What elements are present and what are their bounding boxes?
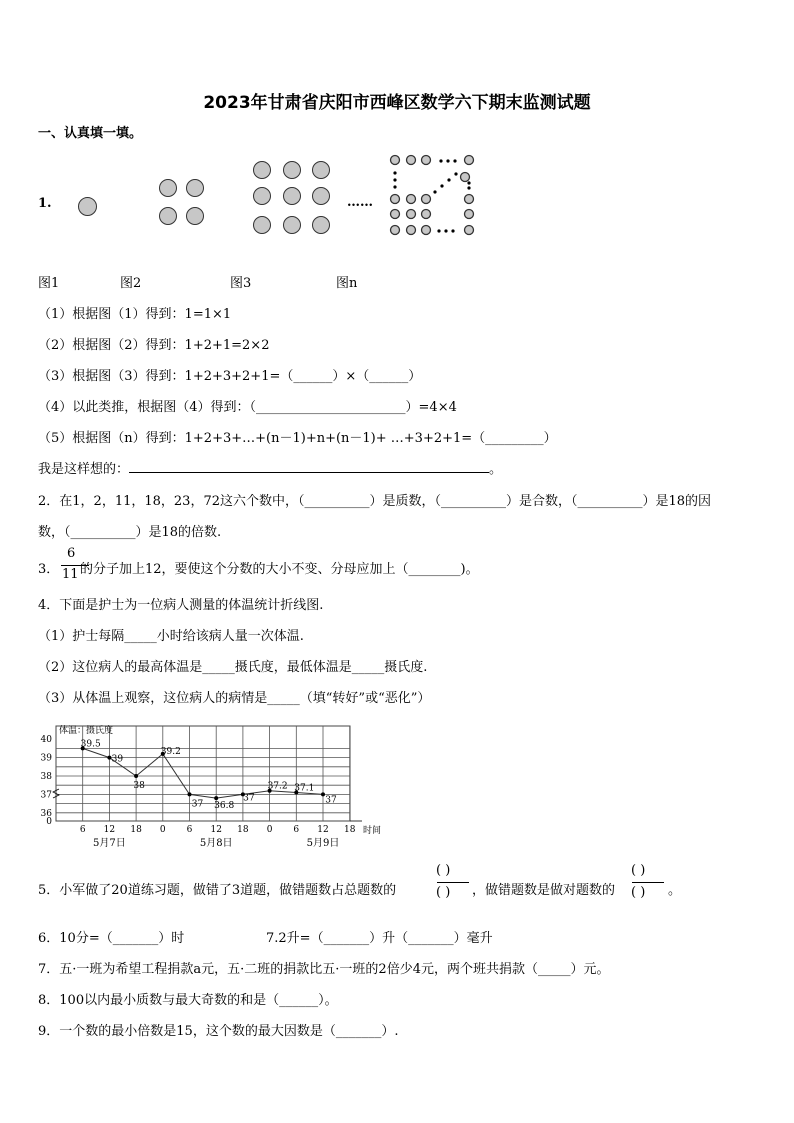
page-title: 2023年甘肃省庆阳市西峰区数学六下期末监测试题 — [203, 93, 591, 113]
q3-denominator: 11 — [62, 567, 79, 582]
q5-fraction-1-bottom[interactable]: ( ) — [436, 885, 451, 900]
q9-text: 9．一个数的最小倍数是15，这个数的最大因数是（_______）. — [38, 1024, 399, 1039]
x-tick-label: 6 — [293, 825, 300, 835]
data-point — [134, 774, 138, 778]
data-label: 37 — [191, 799, 204, 810]
q8-text: 8．100以内最小质数与最大奇数的和是（______）。 — [38, 993, 338, 1008]
q7-text: 7．五·一班为希望工程捐款a元，五·二班的捐款比五·一班的2倍少4元，两个班共捐款（_____）元。 — [38, 962, 610, 977]
data-label: 36.8 — [214, 801, 235, 812]
day-label: 5月7日 — [93, 838, 126, 849]
x-tick-label: 18 — [343, 825, 356, 835]
x-tick-label: 18 — [237, 825, 249, 835]
data-point — [188, 792, 192, 796]
q6-part-a: 6．10分=（_______）时 — [38, 931, 185, 946]
temperature-line-chart — [38, 718, 388, 853]
q4-line-3: （3）从体温上观察，这位病人的病情是_____（填“转好”或“恶化”） — [38, 691, 431, 706]
q5-text-a: 5．小军做了20道练习题，做错了3道题，做错题数占总题数的 — [38, 883, 397, 898]
y-tick-label: 0 — [46, 817, 52, 827]
day-label: 5月8日 — [199, 838, 233, 849]
x-axis-label: 时间 — [362, 826, 382, 836]
y-tick-label: 40 — [40, 735, 52, 746]
q1-line-2: （2）根据图（2）得到：1+2+1=2×2 — [38, 338, 270, 353]
q5-text-b: ，做错题数是做对题数的 — [472, 883, 616, 898]
q2-line-1: 2．在1，2，11，18，23，72这六个数中，（__________）是质数，（__________）是合数，（__________）是18的因 — [38, 494, 712, 509]
x-tick-label: 0 — [159, 825, 166, 835]
q1-think-blank[interactable] — [129, 460, 489, 473]
fig-label-n: 图n — [336, 276, 358, 291]
section-heading: 一、认真填一填。 — [38, 126, 143, 141]
x-tick-label: 12 — [210, 825, 222, 835]
data-label: 39.2 — [160, 746, 181, 757]
x-tick-label: 12 — [317, 825, 329, 835]
q5-fraction-2 — [631, 862, 665, 902]
q4-title: 4．下面是护士为一位病人测量的体温统计折线图. — [38, 598, 324, 613]
q5-text-c: 。 — [668, 883, 682, 898]
q1-line-4: （4）以此类推，根据图（4）得到：（_______________________）=4×4 — [38, 400, 457, 415]
x-tick-label: 18 — [130, 825, 142, 835]
q1-think-label: 我是这样想的： — [38, 462, 130, 477]
chart-series — [81, 739, 337, 811]
data-label: 38 — [133, 781, 145, 791]
y-axis-label: 体温：摄氏度 — [59, 726, 114, 736]
fig-label-3: 图3 — [230, 276, 252, 291]
figure-ellipsis: …… — [347, 195, 373, 210]
x-tick-label: 6 — [186, 825, 193, 835]
x-tick-label: 6 — [79, 825, 86, 835]
q1-line-5: （5）根据图（n）得到：1+2+3+…+(n－1)+n+(n－1)+ …+3+2+1=（_________） — [38, 431, 557, 446]
q3-numerator: 6 — [67, 546, 76, 561]
x-tick-label: 12 — [103, 825, 116, 835]
y-tick-label: 37 — [40, 790, 52, 801]
y-tick-label: 36 — [40, 808, 52, 819]
q5-fraction-2-top[interactable]: ( ) — [631, 863, 646, 878]
q1-line-1: （1）根据图（1）得到：1=1×1 — [38, 307, 232, 322]
axis-break-mark — [53, 789, 59, 798]
data-label: 37 — [243, 793, 255, 804]
q2-line-2: 数，（__________）是18的倍数. — [38, 525, 222, 540]
fig-label-1: 图1 — [38, 276, 60, 291]
data-label: 37.2 — [267, 781, 288, 792]
q1-think-line — [38, 458, 502, 477]
q1-number: 1. — [38, 196, 52, 211]
fig-label-2: 图2 — [120, 276, 142, 291]
q5-fraction-2-bottom[interactable]: ( ) — [631, 885, 646, 900]
q1-think-end: 。 — [489, 462, 503, 477]
q3-text: 的分子加上12，要使这个分数的大小不变、分母应加上（________)。 — [80, 562, 479, 577]
day-label: 5月9日 — [306, 838, 340, 849]
x-tick-label: 0 — [266, 825, 273, 835]
data-label: 39.5 — [80, 739, 101, 750]
y-tick-label: 38 — [40, 772, 52, 782]
figure-n — [385, 150, 480, 242]
q5-fraction-1 — [436, 862, 470, 902]
q4-line-2: （2）这位病人的最高体温是_____摄氏度，最低体温是_____摄氏度. — [38, 660, 428, 675]
q4-line-1: （1）护士每隔_____小时给该病人量一次体温. — [38, 629, 304, 644]
data-label: 37.1 — [294, 783, 315, 794]
data-label: 39 — [111, 754, 124, 765]
data-label: 37 — [325, 795, 337, 806]
q3-number: 3． — [38, 562, 60, 577]
q6-part-b: 7.2升=（_______）升（_______）毫升 — [266, 931, 493, 946]
q1-line-3: （3）根据图（3）得到：1+2+3+2+1=（______）×（______） — [38, 369, 422, 384]
q5-fraction-1-top[interactable]: ( ) — [436, 863, 451, 878]
y-tick-label: 39 — [40, 753, 52, 764]
data-point — [214, 796, 218, 800]
